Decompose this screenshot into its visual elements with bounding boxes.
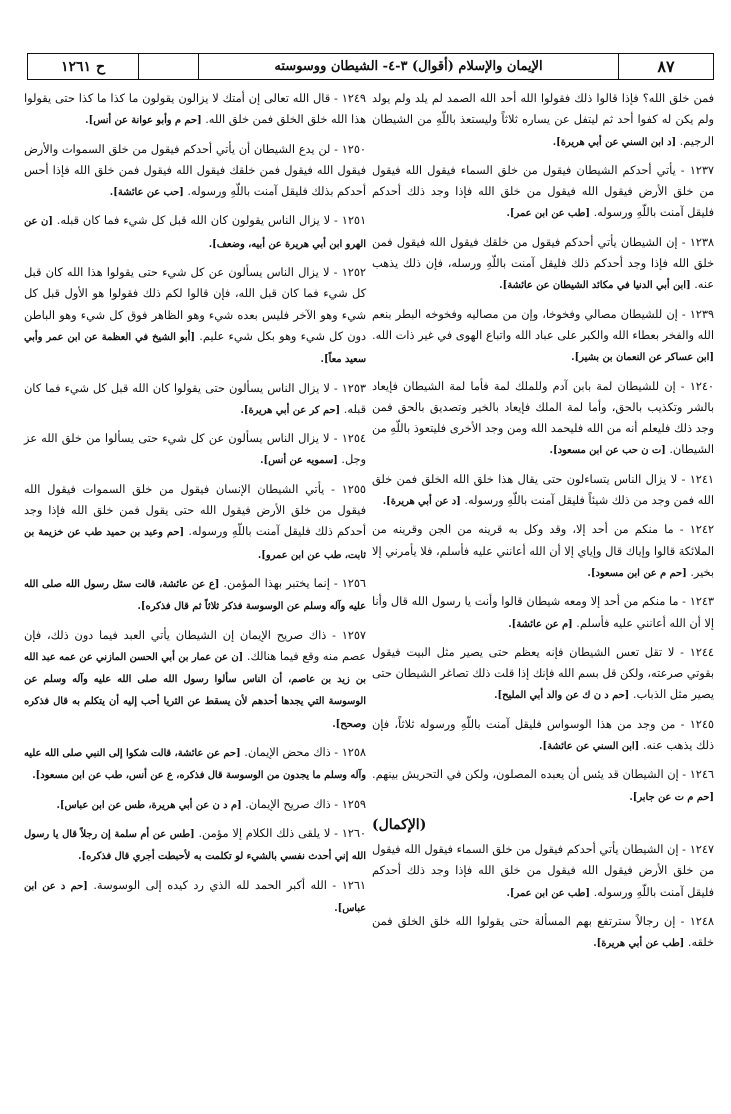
hadith-entry bbox=[24, 573, 366, 618]
hadith-entry bbox=[24, 742, 366, 787]
hadith-entry bbox=[372, 642, 714, 707]
hadith-text: ١٢٤٠ - إن للشيطان لمة بابن آدم وللملك لمة فأما لمة الشيطان فإيعاد بالشر وتكذيب بالحق، وأما لمة الملك فإيعاد بالخير وتصديق بالحق فمن وجد ذلك فليعلم أنه من الله فليحمد الله ومن وجد الأخرى فليتعوذ باللّهِ من الشيطان. bbox=[372, 379, 714, 457]
hadith-text: ١٢٤٢ - ما منكم من أحد إلا، وقد وكل به قرينه من الجن وقرينه من الملائكة قالوا وإياك قال وإياي إلا أن الله أعانني عليه فأسلم، فلا يأمرني إلا بخير. bbox=[372, 523, 714, 579]
hadith-text: ١٢٤٩ - قال الله تعالى إن أمتك لا يزالون يقولون ما كذا ما كذا حتى يقولوا هذا الله خلق الخلق فمن خلق الله. bbox=[24, 92, 366, 127]
hadith-text: ١٢٥٧ - ذاك صريح الإيمان إن الشيطان يأتي العبد فيما دون ذلك، فإن عصم منه وقع فيما هنالك. bbox=[24, 628, 367, 663]
hadith-source: [طب عن ابن عمر]. bbox=[506, 208, 590, 220]
hadith-entry bbox=[24, 823, 366, 868]
right-column bbox=[372, 88, 714, 961]
hadith-entry bbox=[372, 714, 714, 758]
hadith-text: ١٢٤١ - لا يزال الناس يتساءلون حتى يقال هذا خلق الله الخلق فمن خلق الله فمن وجد من ذلك شيئاً فليقل آمنت باللّهِ ورسوله. bbox=[372, 472, 714, 508]
hadith-text: ١٢٥٩ - ذاك صريح الإيمان. bbox=[245, 797, 366, 811]
hadith-source: [طب عن ابن عمر]. bbox=[506, 887, 590, 899]
hadith-text: ١٢٥٨ - ذاك محض الإيمان. bbox=[244, 746, 367, 760]
hadith-text: ١٢٥٠ - لن يدع الشيطان أن يأتي أحدكم فيقول من خلق السموات والأرض فيقول الله فيقول فمن خلقك فيقول الله فيقول فمن خلق الله فإذا أحس أحدكم بذلك فليقل آمنت باللّهِ ورسوله. bbox=[24, 142, 366, 199]
hadith-text: ١٢٤٦ - إن الشيطان قد يئس أن يعبده المصلون، ولكن في التحريش بينهم. bbox=[372, 768, 714, 782]
hadith-entry bbox=[372, 519, 714, 584]
hadith-entry bbox=[24, 479, 366, 566]
hadith-source: [ن عن عمار بن أبي الحسن المازني عن عمه عبد الله بن زيد بن عاصم، أن الناس سألوا رسول الله صلى الله عليه وآله وسلم عن الوسوسة التي يجدها أحدهم لأن يسقط عن الثريا أحب إليه أن يتكلم به قال فذكره وصحح]. bbox=[24, 651, 366, 730]
hadith-source: [طس عن أم سلمة إن رجلاً قال يا رسول الله إني أحدث نفسي بالشيء لو تكلمت به لأحبطت أجري قال فذكره]. bbox=[24, 828, 366, 863]
hadith-entry bbox=[372, 88, 714, 153]
hadith-entry bbox=[24, 210, 366, 255]
hadith-text: ١٢٤٧ - إن الشيطان يأتي أحدكم فيقول من خلق السماء فيقول الله فيقول من خلق الأرض فيقول الله فيقول من خلق الله فإذا وجد ذلك أحدكم فليقل آمنت باللّهِ ورسوله. bbox=[372, 842, 714, 899]
hadith-entry bbox=[372, 304, 714, 369]
hadith-text: ١٢٤٨ - إن رجالاً سترتفع بهم المسألة حتى يقولوا الله خلق الخلق فمن خلقه. bbox=[372, 914, 714, 950]
hadith-text: ١٢٤٣ - ما منكم من أحد إلا ومعه شيطان قالوا وأنت يا رسول الله قال وأنا إلا أن الله أعانني عليه فأسلم. bbox=[372, 595, 714, 630]
hadith-text: ١٢٤٥ - من وجد من هذا الوسواس فليقل آمنت باللّهِ ورسوله ثلاثاً، فإن ذلك يذهب عنه. bbox=[372, 717, 714, 753]
hadith-source: [حم د ن ك عن والد أبي المليح]. bbox=[494, 690, 630, 702]
hadith-text: ١٢٥٢ - لا يزال الناس يسألون عن كل شيء حتى يقولوا هذا الله كان قبل كل شيء فما كان قبل الله، فإن قالوا لكم ذلك فقولوا هو الأول قبل كل شيء وهو الآخر فليس بعده شيء وهو الظاهر فوق كل شيء وهو الباطن دون كل شيء وهو بكل شيء عليم. bbox=[24, 266, 367, 343]
hadith-entry bbox=[372, 469, 714, 513]
hadith-entry bbox=[372, 376, 714, 462]
hadith-source: [حم د عن ابن عباس]. bbox=[24, 880, 366, 914]
hadith-text: فمن خلق الله؟ فإذا قالوا ذلك فقولوا الله أحد الله الصمد لم يلد ولم يولد ولم يكن له كفوا أحد ثم ليتفل عن يساره ثلاثاً وليستعذ باللّهِ من الشيطان الرجيم. bbox=[372, 92, 714, 148]
hadith-text: ١٢٥٥ - يأتي الشيطان الإنسان فيقول من خلق السموات فيقول الله فيقول من خلق الأرض فيقول الله حتى يقول فمن خلق الله فإذا وجد أحدكم ذلك فليقل آمنت باللّهِ ورسوله. bbox=[24, 482, 366, 539]
hadith-source: [سمويه عن أنس]. bbox=[260, 455, 338, 467]
hadith-text: ١٢٦١ - الله أكبر الحمد لله الذي رد كيده إلى الوسوسة. bbox=[93, 878, 366, 892]
hadith-text: ١٢٣٨ - إن الشيطان يأتي أحدكم فيقول من خلقك فيقول الله فيقول فمن خلق الله فإذا وجد أحدكم ذلك فليقل آمنت باللّهِ ورسله، فإن ذلك يذهب عنه. bbox=[372, 235, 714, 292]
section-heading: (الإكمال) bbox=[372, 816, 427, 833]
hadith-text: ١٢٥١ - لا يزال الناس يقولون كان الله قبل كل شيء فما كان قبله. bbox=[56, 214, 367, 228]
hadith-entry bbox=[372, 232, 714, 297]
hadith-source: [ابن أبي الدنيا في مكائد الشيطان عن عائشة]. bbox=[499, 280, 691, 292]
left-column bbox=[24, 88, 366, 926]
hadith-text: ١٢٥٣ - لا يزال الناس يسألون حتى يقولوا كان الله قبل كل شيء فما كان قبله. bbox=[24, 381, 366, 416]
hadith-source: [ابن السني عن عائشة]. bbox=[539, 741, 640, 753]
hadith-entry bbox=[24, 625, 366, 735]
hadith-text: ١٢٥٤ - لا يزال الناس يسألون عن كل شيء حتى يسألوا من خلق الله عز وجل. bbox=[24, 432, 366, 467]
hadith-text: ١٢٥٦ - إنما يختبر بهذا المؤمن. bbox=[223, 576, 366, 590]
hadith-entry bbox=[372, 591, 714, 635]
page-number: ٨٧ bbox=[618, 54, 713, 79]
hadith-source: [حم كر عن أبي هريرة]. bbox=[240, 404, 341, 416]
hadith-source: [م د ن عن أبي هريرة، طس عن ابن عباس]. bbox=[56, 799, 242, 811]
hadith-source: [ع عن عائشة، قالت سئل رسول الله صلى الله عليه وآله وسلم عن الوسوسة فذكر ثلاثاً ثم قال فذكره]. bbox=[24, 578, 366, 613]
hadith-source: [ابن عساكر عن النعمان بن بشير]. bbox=[571, 352, 714, 364]
hadith-entry bbox=[372, 911, 714, 955]
hadith-entry bbox=[24, 794, 366, 816]
hadith-entry bbox=[24, 88, 366, 132]
page-header bbox=[27, 53, 714, 80]
hadith-source: [م عن عائشة]. bbox=[508, 618, 573, 630]
hadith-text: ١٢٤٤ - لا تقل تعس الشيطان فإنه يعظم حتى يصير مثل البيت فيقول بقوتي صرعته، ولكن قل بسم الله فإنك إذا قلت ذلك تصاغر الشيطان حتى يصير مثل الذباب. bbox=[372, 645, 714, 702]
running-title: الإيمان والإسلام (أقوال) ٣-٤- الشيطان ووسوسته bbox=[198, 54, 618, 79]
hadith-entry bbox=[24, 875, 366, 920]
hadith-source: [حم عن عائشة، قالت شكوا إلى النبي صلى الله عليه وآله وسلم ما يجدون من الوسوسة قال فذكره، ع عن أنس، طب عن ابن مسعود]. bbox=[24, 748, 366, 782]
hadith-entry bbox=[24, 139, 366, 204]
hadith-text: ١٢٣٩ - إن للشيطان مصالي وفخوخا، وإن من مصاليه وفخوخه البطر بنعم الله والفخر بعطاء الله والكبر على عباد الله واتباع الهوى في غير ذات الله. bbox=[372, 307, 714, 342]
hadith-source: [ن عن الهرو ابن أبي هريرة عن أبيه، وضعف]. bbox=[24, 216, 366, 250]
hadith-source: [حب عن عائشة]. bbox=[109, 187, 184, 199]
hadith-entry bbox=[372, 839, 714, 904]
hadith-source: [ت ن حب عن ابن مسعود]. bbox=[549, 445, 666, 457]
hadith-text: ١٢٦٠ - لا يلقى ذلك الكلام إلا مؤمن. bbox=[198, 826, 366, 840]
hadith-source: [د ابن السني عن أبي هريرة]. bbox=[552, 136, 677, 148]
hadith-source: [حم م عن ابن مسعود]. bbox=[587, 567, 687, 579]
hadith-entry bbox=[24, 262, 366, 370]
hadith-source: [أبو الشيخ في العظمة عن ابن عمر وأبي سعيد معاً]. bbox=[24, 331, 366, 366]
hadith-text: ١٢٣٧ - يأتي أحدكم الشيطان فيقول من خلق السماء فيقول الله فيقول من خلق الأرض فيقول الله فيقول من خلق الله فإذا وجد ذلك أحدكم فليقل آمنت باللّهِ ورسوله. bbox=[372, 163, 714, 220]
hadith-entry bbox=[24, 428, 366, 472]
hadith-entry bbox=[372, 764, 714, 808]
hadith-source: [حم م ت عن جابر]. bbox=[629, 791, 714, 803]
header-empty-cell bbox=[138, 54, 198, 79]
hadith-source: [حم م وأبو عوانة عن أنس]. bbox=[85, 115, 202, 127]
hadith-source: [حم وعبد بن حميد طب عن خزيمة بن ثابت، طب عن ابن عمرو]. bbox=[24, 527, 366, 561]
hadith-source: [د عن أبي هريرة]. bbox=[382, 496, 461, 508]
hadith-entry bbox=[372, 160, 714, 225]
hadith-entry bbox=[24, 378, 366, 422]
hadith-range-code: ح ١٢٦١ bbox=[61, 58, 105, 75]
hadith-source: [طب عن أبي هريرة]. bbox=[593, 938, 685, 950]
